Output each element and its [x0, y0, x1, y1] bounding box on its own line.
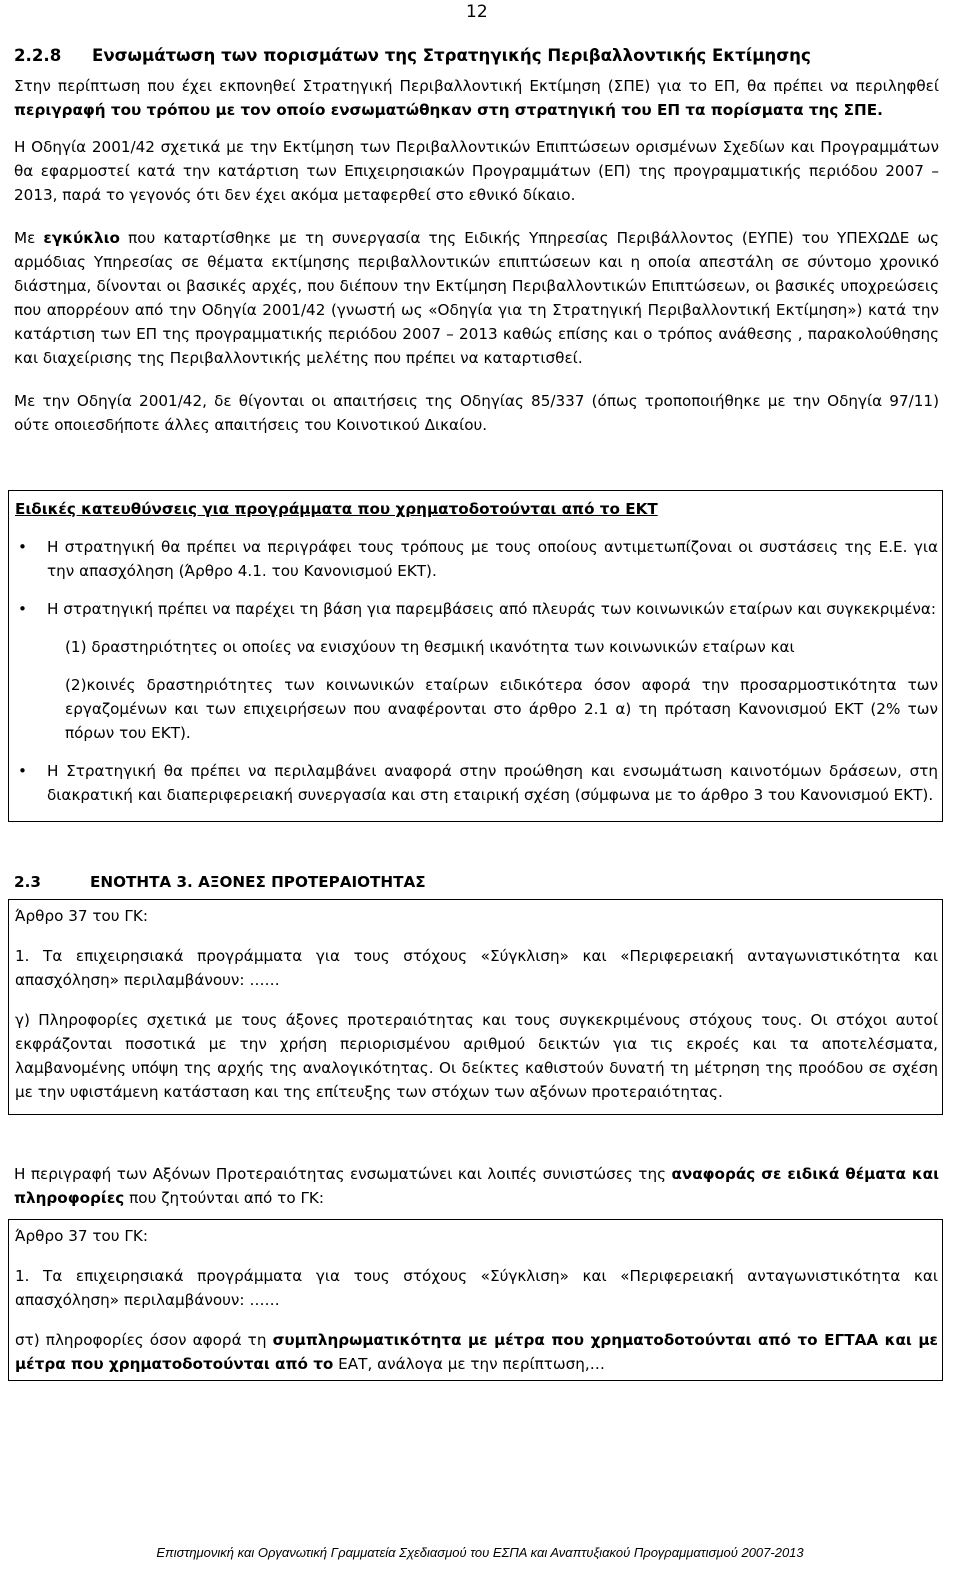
- page-number: 12: [466, 2, 488, 22]
- circular-bold-text: εγκύκλιο: [43, 229, 120, 247]
- axes-intro-bold-text: αναφοράς σε ειδικά θέματα και πληροφορίες: [14, 1165, 939, 1207]
- article-st-bold-text: συμπληρωματικότητα με μέτρα που χρηματοδοτούνται από το ΕΓΤΑΑ και με μέτρα που χρηματοδοτούνται από το: [15, 1331, 938, 1373]
- article-st-text-2: ΕΑΤ, ανάλογα με την περίπτωση,…: [333, 1355, 605, 1373]
- bullet-icon: •: [18, 762, 27, 780]
- article-item-st: [9, 1324, 942, 1380]
- article-37-box: [8, 899, 943, 1115]
- axes-intro-text-2: που ζητούνται από το ΓΚ:: [124, 1189, 324, 1207]
- article-heading: Άρθρο 37 του ΓΚ:: [15, 907, 148, 925]
- section-heading-2-2-8: [14, 44, 939, 68]
- section-title: Ενσωμάτωση των πορισμάτων της Στρατηγικής Περιβαλλοντικής Εκτίμησης: [92, 46, 811, 65]
- circular-text-1: Με: [14, 229, 44, 247]
- list-item: [15, 759, 938, 807]
- bullet-icon: •: [18, 600, 27, 618]
- page-content: [14, 44, 939, 1381]
- intro-text: Στην περίπτωση που έχει εκπονηθεί Στρατηγική Περιβαλλοντική Εκτίμηση (ΣΠΕ) για το ΕΠ, θα πρέπει να περιληφθεί: [14, 77, 939, 95]
- circular-text-2: που καταρτίσθηκε με τη συνεργασία της Ειδικής Υπηρεσίας Περιβάλλοντος (ΕΥΠΕ) του ΥΠΕΧΩΔΕ ως αρμόδιας Υπηρεσίας σε θέματα εκτίμησης περιβαλλοντικών επιπτώσεων και η οποία απεστάλη σε σύντομο χρονικό διάστημα, δίνονται οι βασικές αρχές, που διέπουν την Εκτίμηση Περιβαλλοντικών Επιπτώσεων, οι βασικές υποχρεώσεις που απορρέουν από την Οδηγία 2001/42 (γνωστή ως «Οδηγία για τη Στρατηγική Περιβαλλοντική Εκτίμηση») κατά την κατάρτιση των ΕΠ της προγραμματικής περιόδου 2007 – 2013 καθώς επίσης και ο τρόπος ανάθεσης , παρακολούθησης και διαχείρισης της Περιβαλλοντικής μελέτης που πρέπει να καταρτισθεί.: [14, 229, 940, 367]
- ekt-box-title: Ειδικές κατευθύνσεις για προγράμματα που χρηματοδοτούνται από το ΕΚΤ: [15, 500, 658, 518]
- bullet-icon: •: [18, 538, 27, 556]
- intro-paragraph: [14, 74, 939, 122]
- circular-paragraph: [14, 226, 939, 370]
- bullet-text: Η στρατηγική θα πρέπει να περιγράφει τους τρόπους με τους οποίους αντιμετωπίζοναι οι συστάσεις της Ε.Ε. για την απασχόληση (Άρθρο 4.1. του Κανονισμού ΕΚΤ).: [47, 538, 938, 580]
- article-37-box-2: [8, 1219, 943, 1381]
- sub-list: [47, 635, 938, 745]
- article-item-c: γ) Πληροφορίες σχετικά με τους άξονες προτεραιότητας και τους συγκεκριμένους στόχους τους. Οι στόχοι αυτοί εκφράζονται ποσοτικά με την χρήση περιορισμένου αριθμού δεικτών για τις εκροές και τα αποτελέσματα, λαμβανομένης υπόψη της αρχής της αναλογικότητας. Οι δείκτες καθιστούν δυνατή τη μέτρηση της προόδου σε σχέση με την υφιστάμενη κατάσταση και της επίτευξης των στόχων των αξόνων προτεραιότητας.: [15, 1011, 938, 1101]
- sub-item: (1) δραστηριότητες οι οποίες να ενισχύουν τη θεσμική ικανότητα των κοινωνικών εταίρων και: [65, 638, 795, 656]
- section-number: 2.2.8: [14, 46, 62, 65]
- intro-bold-text: περιγραφή του τρόπου με τον οποίο ενσωματώθηκαν στη στρατηγική του ΕΠ τα πορίσματα της ΣΠΕ.: [14, 101, 883, 119]
- ekt-guidelines-box: [8, 490, 943, 822]
- section-heading-2-3: [14, 870, 939, 894]
- section-title: ΕΝΟΤΗΤΑ 3. ΑΞΟΝΕΣ ΠΡΟΤΕΡΑΙΟΤΗΤΑΣ: [90, 873, 426, 891]
- bullet-text: Η στρατηγική πρέπει να παρέχει τη βάση για παρεμβάσεις από πλευράς των κοινωνικών εταίρων και συγκεκριμένα:: [47, 600, 937, 618]
- page-footer: Επιστημονική και Οργανωτική Γραμματεία Σχεδιασμού του ΕΣΠΑ και Αναπτυξιακού Προγραμματισμού 2007-2013: [156, 1545, 804, 1560]
- directive-85-337-paragraph: Με την Οδηγία 2001/42, δε θίγονται οι απαιτήσεις της Οδηγίας 85/337 (όπως τροποποιήθηκε με την Οδηγία 97/11) ούτε οποιεσδήποτε άλλες απαιτήσεις του Κοινοτικού Δικαίου.: [14, 392, 939, 434]
- axes-intro-text-1: Η περιγραφή των Αξόνων Προτεραιότητας ενσωματώνει και λοιπές συνιστώσες της: [14, 1165, 672, 1183]
- section-number: 2.3: [14, 873, 41, 891]
- sub-item: (2)κοινές δραστηριότητες των κοινωνικών εταίρων ειδικότερα όσον αφορά την προσαρμοστικότητα των εργαζομένων και των επιχειρήσεων που αναφέρονται στο άρθρο 2.1 α) τη πρόταση Κανονισμού ΕΚΤ (2% των πόρων του ΕΚΤ).: [65, 676, 938, 742]
- article-item-1: 1. Τα επιχειρησιακά προγράμματα για τους στόχους «Σύγκλιση» και «Περιφερειακή ανταγωνιστικότητα και απασχόληση» περιλαμβάνουν: ……: [15, 947, 938, 989]
- list-item: [15, 597, 938, 745]
- directive-paragraph: Η Οδηγία 2001/42 σχετικά με την Εκτίμηση των Περιβαλλοντικών Επιπτώσεων ορισμένων Σχεδίων και Προγραμμάτων θα εφαρμοστεί κατά την κατάρτιση των Επιχειρησιακών Προγραμμάτων (ΕΠ) της προγραμματικής περιόδου 2007 – 2013, παρά το γεγονός ότι δεν έχει ακόμα μεταφερθεί στο εθνικό δίκαιο.: [14, 138, 939, 204]
- list-item: [15, 535, 938, 583]
- axes-intro-paragraph: [14, 1162, 939, 1210]
- article-st-text-1: στ) πληροφορίες όσον αφορά τη: [15, 1331, 273, 1349]
- bullet-text: Η Στρατηγική θα πρέπει να περιλαμβάνει αναφορά στην προώθηση και ενσωμάτωση καινοτόμων δράσεων, στη διακρατική και διαπεριφερειακή συνεργασία και στη εταιρική σχέση (σύμφωνα με το άρθρο 3 του Κανονισμού ΕΚΤ).: [47, 762, 938, 804]
- article-heading: Άρθρο 37 του ΓΚ:: [15, 1227, 148, 1245]
- ekt-bullet-list: [15, 535, 938, 807]
- article-item-1: 1. Τα επιχειρησιακά προγράμματα για τους στόχους «Σύγκλιση» και «Περιφερειακή ανταγωνιστικότητα και απασχόληση» περιλαμβάνουν: ……: [15, 1267, 938, 1309]
